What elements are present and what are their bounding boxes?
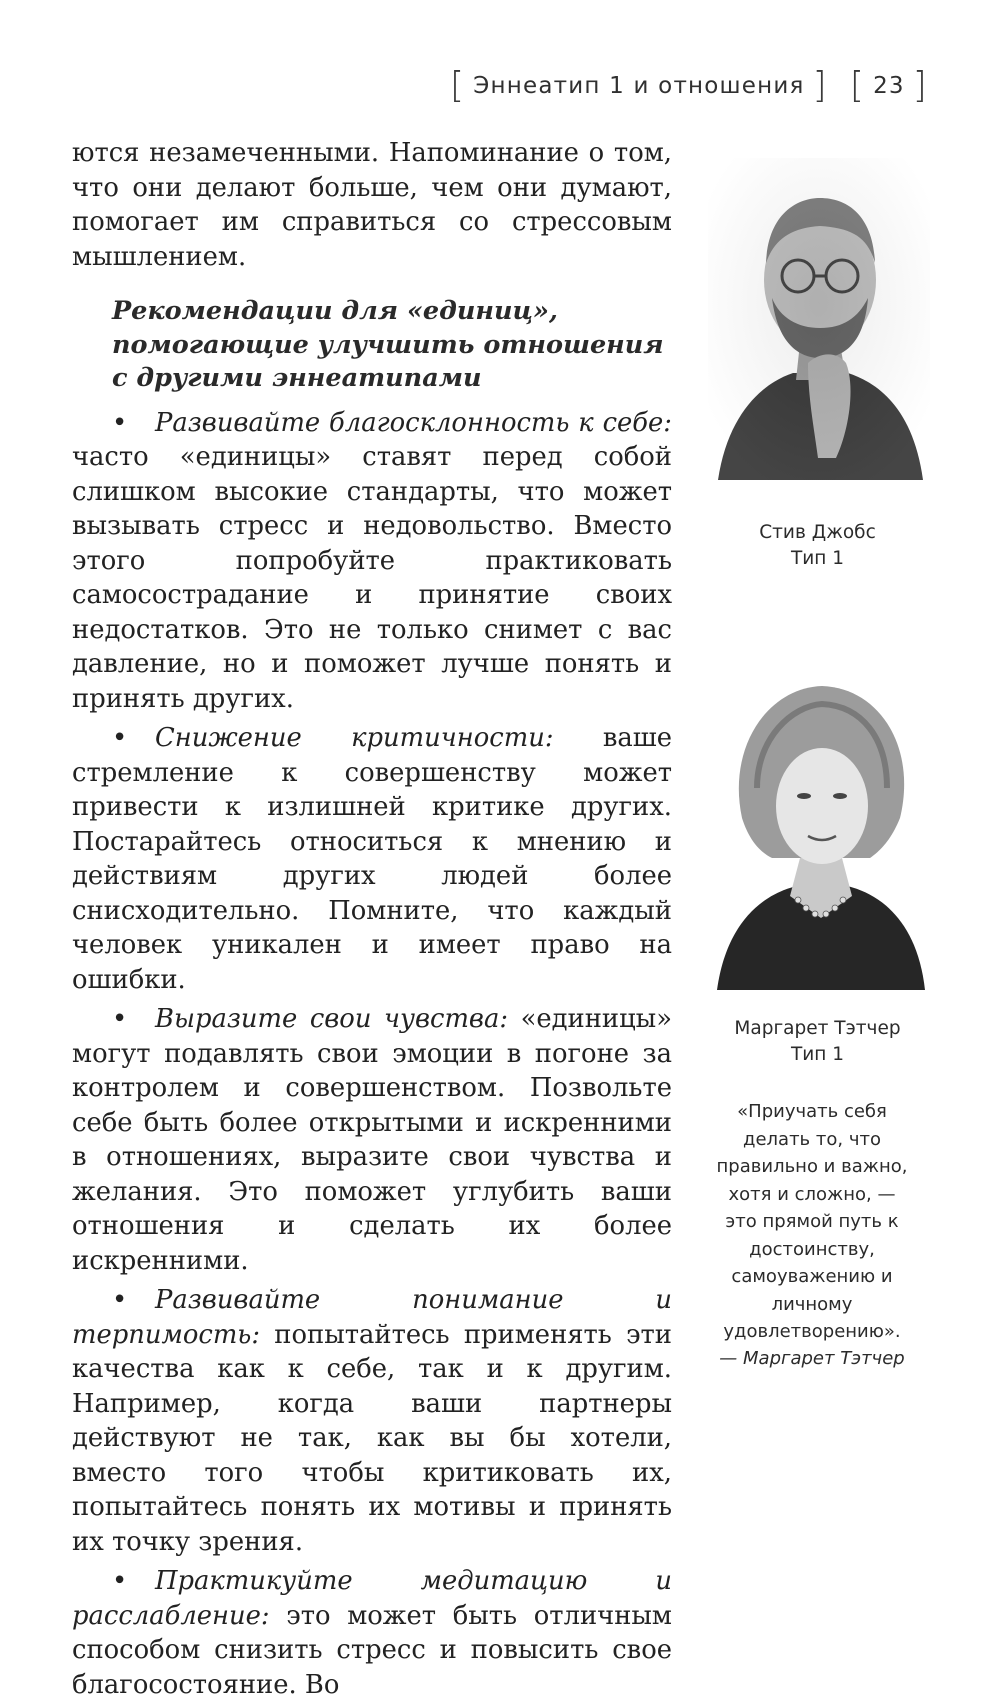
page-number-group [849, 65, 928, 106]
person-type: Тип 1 [790, 1044, 845, 1065]
running-header [450, 66, 928, 106]
list-item-text: попытайтесь применять эти качества как к себе, так и к другим. Например, когда ваши партнеры действуют не так, как вы бы хотели, вместо того чтобы критиковать их, попытайтесь понять их мотивы и принять их точку зрения. [72, 1319, 672, 1557]
quote-text: «Приучать себя делать то, что правильно и важно, хотя и сложно, — это прямой путь к достоинству, самоуважению и личному удовлетворению». [716, 1101, 908, 1342]
bracket-left-icon: [ [849, 65, 866, 106]
page-number: 23 [873, 73, 905, 99]
list-item [72, 1283, 672, 1559]
person-name: Стив Джобс [759, 522, 876, 543]
bullet-icon: • [112, 723, 128, 753]
bullet-icon: • [112, 1004, 128, 1034]
list-item-lead: Развивайте понимание и терпимость: [72, 1285, 672, 1350]
list-item-lead: Снижение критичности: [155, 723, 554, 753]
person-type: Тип 1 [790, 548, 845, 569]
list-item-text: часто «единицы» ставят перед собой слишком высокие стандарты, что может вызывать стресс и недовольство. Вместо этого попробуйте практиковать самосострадание и принятие своих недостатков. Это не только снимет с вас давление, но и поможет лучше понять и принять других. [72, 442, 672, 714]
bullet-icon: • [112, 1285, 128, 1315]
bracket-right-icon: ] [812, 65, 828, 106]
list-item-text: «единицы» могут подавлять свои эмоции в погоне за контролем и совершенством. Позвольте себе быть более открытыми и искренними в отношениях, выразите свои чувства и желания. Это поможет углубить ваши отношения и сделать их более искренними. [72, 1004, 672, 1276]
list-item-text: ваше стремление к совершенству может привести к излишней критике других. Постарайтесь относиться к мнению и действиям других людей более снисходительно. Помните, что каждый человек уникален и имеет право на ошибки. [72, 723, 673, 995]
bracket-left-icon: [ [450, 65, 466, 106]
portrait-caption [700, 1016, 935, 1068]
list-item-lead: Практикуйте медитацию и расслабление: [72, 1566, 672, 1631]
bracket-right-icon: ] [912, 65, 928, 106]
portrait-caption [700, 520, 935, 572]
paragraph: ются незамеченными. Напоминание о том, что они делают больше, чем они думают, помогает им справиться со стрессовым мышлением. [72, 138, 672, 272]
person-name: Маргарет Тэтчер [734, 1018, 901, 1039]
main-text-column [72, 136, 672, 1702]
quote-author: — Маргарет Тэтчер [719, 1347, 905, 1369]
list-item [72, 1564, 672, 1702]
list-item-text: это может быть отличным способом снизить стресс и повысить свое благосостояние. Во [72, 1600, 672, 1700]
portrait-photo [712, 668, 930, 990]
bullet-icon: • [112, 407, 128, 438]
sidebar-quote [712, 1098, 912, 1369]
chapter-title-group [450, 65, 828, 106]
list-item-lead: Развивайте благосклонность к себе: [155, 407, 672, 438]
bullet-icon: • [112, 1566, 128, 1596]
chapter-title: Эннеатип 1 и отношения [473, 73, 805, 99]
section-subheading: Рекомендации для «единиц», помогающие улучшить отношения с другими эннеатипами [112, 296, 664, 393]
list-item-lead: Выразите свои чувства: [155, 1004, 509, 1034]
list-item [72, 721, 672, 997]
portrait-photo [708, 158, 930, 480]
list-item [72, 1002, 672, 1278]
list-item [72, 406, 672, 717]
